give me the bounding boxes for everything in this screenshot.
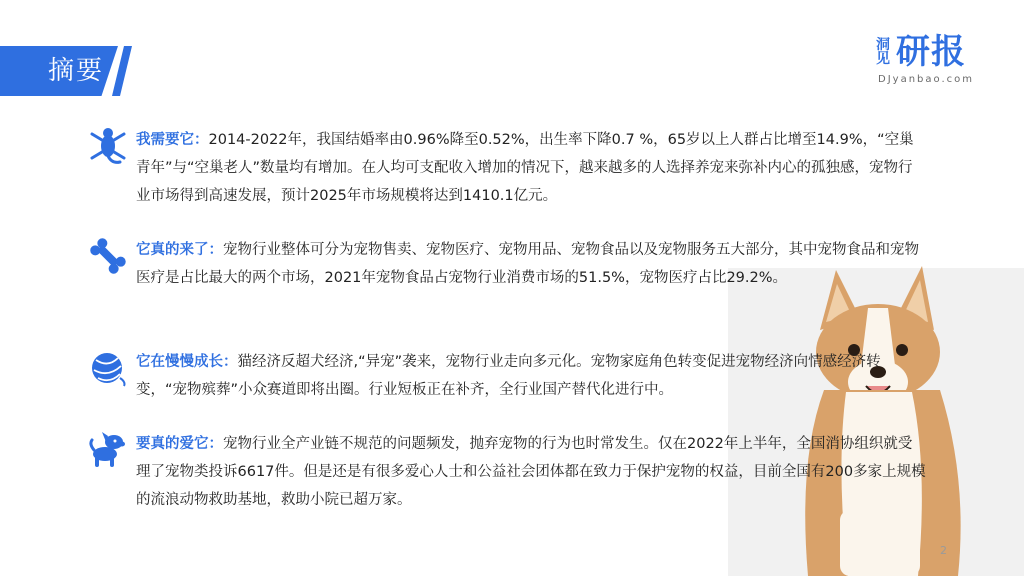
summary-body: 宠物行业整体可分为宠物售卖、宠物医疗、宠物用品、宠物食品以及宠物服务五大部分，其中宠物食品和宠物医疗是占比最大的两个市场，2021年宠物食品占宠物行业消费市场的51.5%，宠物医疗占比29.2%。 xyxy=(136,242,919,286)
gecko-icon xyxy=(88,126,128,166)
dog-icon xyxy=(88,430,128,470)
summary-body: 2014-2022年，我国结婚率由0.96%降至0.52%，出生率下降0.7 %，65岁以上人群占比增至14.9%，“空巢青年”与“空巢老人”数量均有增加。在人均可支配收入增加的情况下，越来越多的人选择养宠来弥补内心的孤独感，宠物行业市场得到高速发展，预计2025年市场规模将达到1410.1亿元。 xyxy=(136,132,914,204)
summary-heading: 要真的爱它： xyxy=(136,436,223,452)
yarn-ball-icon xyxy=(88,348,128,388)
summary-body: 猫经济反超犬经济,“异宠”袭来，宠物行业走向多元化。宠物家庭角色转变促进宠物经济向情感经济转变，“宠物殡葬”小众赛道即将出圈。行业短板正在补齐，全行业国产替代化进行中。 xyxy=(136,354,881,398)
logo-subtitle: DJyanbao.com xyxy=(878,74,974,85)
page-title: 摘要 xyxy=(48,56,105,86)
bone-icon xyxy=(88,236,128,276)
summary-text xyxy=(136,348,926,404)
summary-heading: 它真的来了： xyxy=(136,242,223,258)
logo-main-text: 研报 xyxy=(896,32,966,72)
summary-text xyxy=(136,236,926,292)
summary-heading: 它在慢慢成长： xyxy=(136,354,238,370)
summary-body: 宠物行业全产业链不规范的问题频发，抛弃宠物的行为也时常发生。仅在2022年上半年，全国消协组织就受理了宠物类投诉6617件。但是还是有很多爱心人士和公益社会团体都在致力于保护宠物的权益，目前全国有200多家上规模的流浪动物救助基地，救助小院已超万家。 xyxy=(136,436,926,508)
summary-text xyxy=(136,126,926,210)
brand-logo xyxy=(876,30,976,90)
corgi-photo xyxy=(728,260,1024,576)
summary-text xyxy=(136,430,926,514)
logo-small-text: 洞见 xyxy=(876,37,890,67)
page-number: 2 xyxy=(940,544,947,557)
summary-heading: 我需要它： xyxy=(136,132,209,148)
